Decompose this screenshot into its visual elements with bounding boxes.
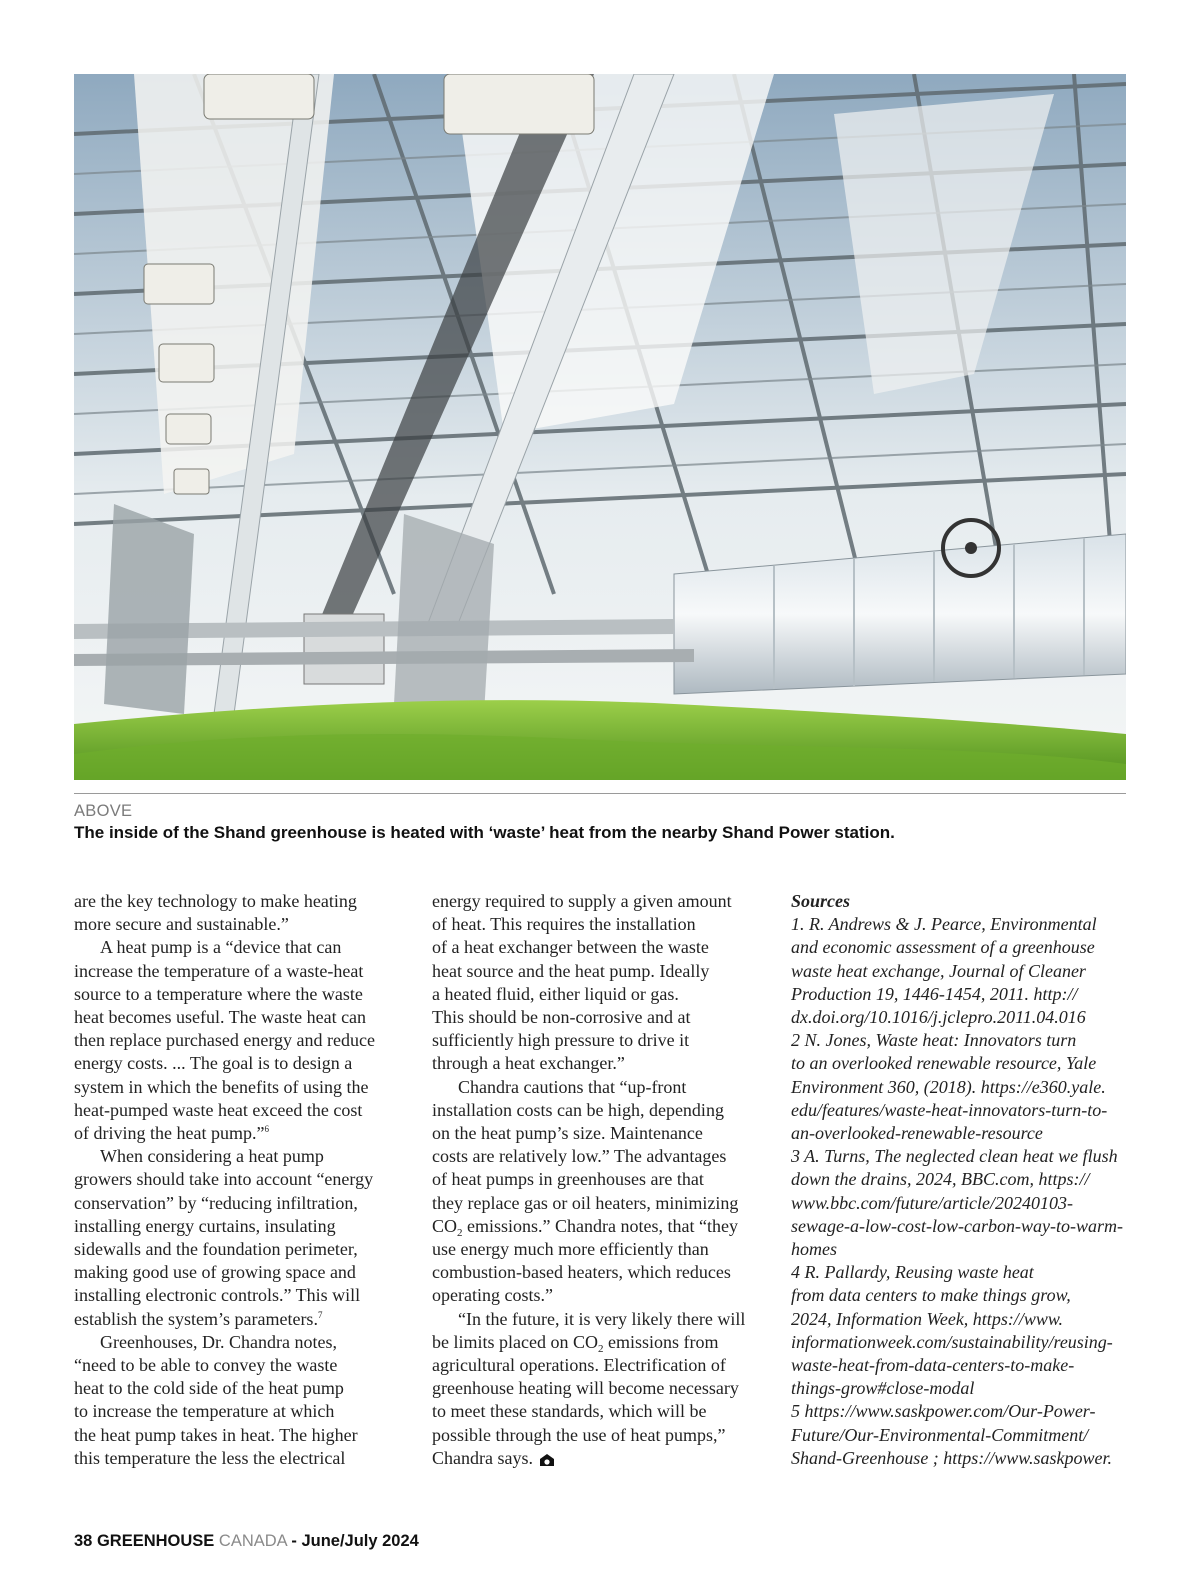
text-line: to increase the temperature at which xyxy=(74,1401,335,1422)
greenhouse-interior-image xyxy=(74,74,1126,780)
text-line: of heat pumps in greenhouses are that xyxy=(432,1169,704,1190)
text-line: source to a temperature where the waste xyxy=(74,983,363,1004)
text-line: $CO_2$ emissions.” Chandra notes, that “they xyxy=(432,1215,738,1239)
source-line: 1. R. Andrews & J. Pearce, Environmental xyxy=(791,914,1097,935)
magazine-name-suffix: CANADA xyxy=(218,1532,287,1550)
source-line: 3 A. Turns, The neglected clean heat we flush xyxy=(791,1146,1118,1167)
text-line: are the key technology to make heating xyxy=(74,891,357,911)
source-line: informationweek.com/sustainability/reusing- xyxy=(791,1331,1113,1352)
caption-divider xyxy=(74,793,1126,794)
text-line: energy costs. ... The goal is to design a xyxy=(74,1053,353,1074)
text-line: on the heat pump’s size. Maintenance xyxy=(432,1123,703,1144)
text-line: installation costs can be high, depending xyxy=(432,1099,724,1120)
text-line: growers should take into account “energy xyxy=(74,1169,374,1190)
text-line: heat becomes useful. The waste heat can xyxy=(74,1007,367,1028)
source-line: edu/features/waste-heat-innovators-turn-to- xyxy=(791,1099,1108,1120)
text-line: of heat. This requires the installation xyxy=(432,914,696,935)
text-line: increase the temperature of a waste-heat xyxy=(74,960,364,981)
source-line: sewage-a-low-cost-low-carbon-way-to-warm- xyxy=(791,1215,1123,1236)
text-line: heat source and the heat pump. Ideally xyxy=(432,960,710,981)
text-line: establish the system’s parameters.$^7$ xyxy=(74,1308,323,1329)
text-line: Chandra cautions that “up-front xyxy=(458,1076,687,1097)
text-line: costs are relatively low.” The advantages xyxy=(432,1146,727,1167)
source-line: waste heat exchange, Journal of Cleaner xyxy=(791,960,1086,981)
source-line: Shand-Greenhouse ; https://www.saskpower. xyxy=(791,1447,1112,1468)
source-line: from data centers to make things grow, xyxy=(791,1285,1071,1306)
text-line: system in which the benefits of using the xyxy=(74,1076,369,1097)
source-line: Future/Our-Environmental-Commitment/ xyxy=(791,1424,1089,1445)
magazine-name: GREENHOUSE xyxy=(96,1532,215,1550)
source-line: an-overlooked-renewable-resource xyxy=(791,1123,1043,1144)
article-column-2 xyxy=(432,890,772,1473)
text-line: of a heat exchanger between the waste xyxy=(432,937,709,958)
text-line: agricultural operations. Electrification of xyxy=(432,1355,726,1376)
text-line: making good use of growing space and xyxy=(74,1262,356,1283)
text-line: then replace purchased energy and reduce xyxy=(74,1030,376,1051)
text-line: through a heat exchanger.” xyxy=(432,1053,625,1074)
sources-column xyxy=(791,890,1131,1470)
text-line: operating costs.” xyxy=(432,1285,553,1306)
text-line: the heat pump takes in heat. The higher xyxy=(74,1424,358,1445)
source-line: things-grow#close-modal xyxy=(791,1378,975,1399)
text-line: heat-pumped waste heat exceed the cost xyxy=(74,1099,363,1120)
end-of-article-icon xyxy=(539,1450,555,1473)
source-line: waste-heat-from-data-centers-to-make- xyxy=(791,1355,1075,1376)
text-line: more secure and sustainable.” xyxy=(74,914,289,935)
text-line: a heated fluid, either liquid or gas. xyxy=(432,983,679,1004)
text-line: installing energy curtains, insulating xyxy=(74,1215,336,1236)
text-line: sufficiently high pressure to drive it xyxy=(432,1030,690,1051)
text-line: energy required to supply a given amount xyxy=(432,891,732,911)
source-line: 5 https://www.saskpower.com/Our-Power- xyxy=(791,1401,1096,1422)
text-line: This should be non-corrosive and at xyxy=(432,1007,691,1028)
text-line: use energy much more efficiently than xyxy=(432,1239,709,1260)
footnote-ref: 6 xyxy=(264,1124,269,1135)
source-line: Environment 360, (2018). https://e360.yale. xyxy=(791,1076,1106,1097)
issue-date: - June/July 2024 xyxy=(291,1532,419,1550)
source-line: www.bbc.com/future/article/20240103- xyxy=(791,1192,1073,1213)
text-line: to meet these standards, which will be xyxy=(432,1401,707,1422)
caption-text: The inside of the Shand greenhouse is heated with ‘waste’ heat from the nearby Shand Power station. xyxy=(74,823,895,842)
text-line: A heat pump is a “device that can xyxy=(100,937,342,958)
text-line: greenhouse heating will become necessary xyxy=(432,1378,739,1399)
source-line: down the drains, 2024, BBC.com, https:// xyxy=(791,1169,1090,1190)
source-line: and economic assessment of a greenhouse xyxy=(791,937,1095,958)
source-line: dx.doi.org/10.1016/j.jclepro.2011.04.016 xyxy=(791,1007,1086,1028)
text-line: of driving the heat pump.”$^6$ xyxy=(74,1123,269,1144)
source-line: to an overlooked renewable resource, Yale xyxy=(791,1053,1097,1074)
footnote-ref: 7 xyxy=(317,1309,323,1320)
source-line: Production 19, 1446-1454, 2011. http:// xyxy=(791,983,1078,1004)
text-line: Greenhouses, Dr. Chandra notes, xyxy=(100,1331,337,1352)
sources-title: Sources xyxy=(791,891,851,911)
text-line: conservation” by “reducing infiltration, xyxy=(74,1192,358,1213)
page-number: 38 xyxy=(74,1532,93,1550)
text-line: heat to the cold side of the heat pump xyxy=(74,1378,344,1399)
text-line: possible through the use of heat pumps,” xyxy=(432,1424,726,1445)
greenhouse-photo xyxy=(74,74,1126,780)
source-line: 2 N. Jones, Waste heat: Innovators turn xyxy=(791,1030,1077,1051)
page-footer xyxy=(74,1532,419,1551)
text-line: sidewalls and the foundation perimeter, xyxy=(74,1239,358,1260)
text-line: combustion-based heaters, which reduces xyxy=(432,1262,731,1283)
source-line: homes xyxy=(791,1239,837,1260)
text-line: “In the future, it is very likely there will xyxy=(458,1308,746,1329)
text-line: they replace gas or oil heaters, minimizing xyxy=(432,1192,739,1213)
caption-label: ABOVE xyxy=(74,802,133,820)
text-line: “need to be able to convey the waste xyxy=(74,1355,338,1376)
text-line: When considering a heat pump xyxy=(100,1146,324,1167)
text-line: this temperature the less the electrical xyxy=(74,1447,346,1468)
text-line: be limits placed on $CO_2$ emissions from xyxy=(432,1331,719,1355)
text-line: Chandra says. xyxy=(432,1447,772,1473)
article-column-1 xyxy=(74,890,414,1470)
source-line: 4 R. Pallardy, Reusing waste heat xyxy=(791,1262,1034,1283)
source-line: 2024, Information Week, https://www. xyxy=(791,1308,1063,1329)
text-line: installing electronic controls.” This will xyxy=(74,1285,361,1306)
